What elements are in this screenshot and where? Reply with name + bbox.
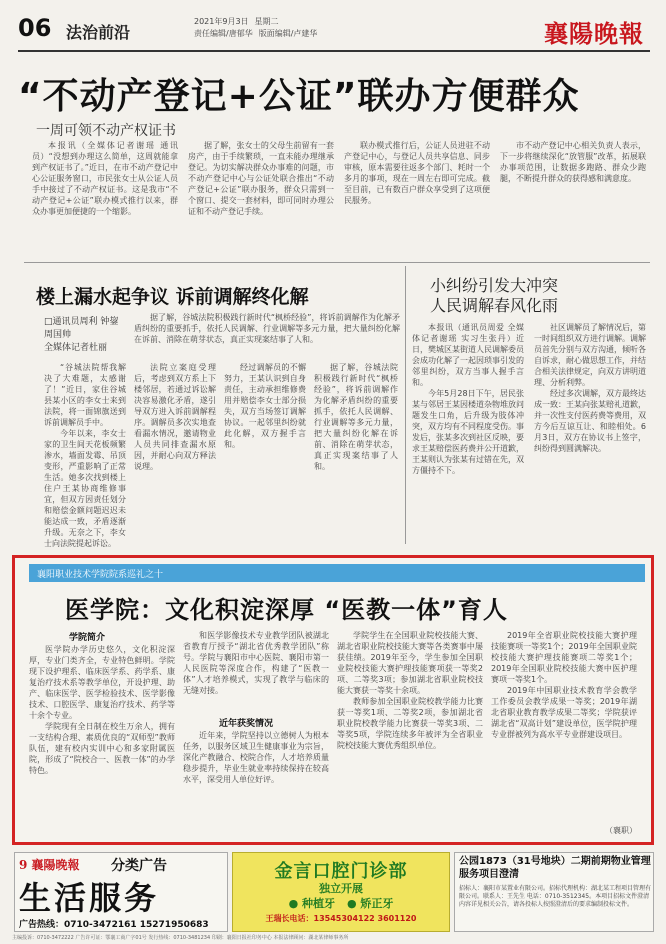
ad-newspaper-logo: 9 襄陽晚報: [19, 858, 80, 872]
article2-body-top: [134, 312, 400, 360]
feature-paragraph: 学院学生在全国职业院校技能大赛、湖北省职业院校技能大赛等各类赛事中屡获佳绩。2019年至今，学生参加全国职业院校技能大赛护理技能赛项获一等奖2项、二等奖3项；参加湖北省职业院校技能大赛获一等奖十余项。: [337, 631, 483, 695]
feature-headline: 医学院：文化积淀深厚 “医教一体”育人: [65, 596, 508, 624]
article2-col: [224, 362, 306, 542]
property-notice-title: 公园1873（31号地块）二期前期物业管理服务项目澄清: [459, 856, 651, 880]
article2-byline: □通讯员周利 钟鋆 周国帅 全媒体记者杜丽: [44, 317, 119, 353]
dental-feature-implant: ● 种植牙: [288, 897, 335, 910]
section-divider: [24, 262, 650, 263]
property-notice-ad: [454, 852, 654, 932]
editor-credit: 责任编辑/唐郁华: [194, 29, 253, 38]
article2-paragraph: 据了解，谷城法院积极践行新时代“枫桥经验”，将诉前调解作为化解矛盾纠纷的重要抓手，依托人民调解、行业调解等多元力量，把大量纠纷化解在诉前、消除在萌芽状态，真正实现案结事了人和。: [134, 313, 400, 344]
article3-col: [534, 322, 646, 544]
article2-col-top: [134, 312, 400, 360]
intro-heading: 学院简介: [69, 633, 106, 643]
feature-paragraph: 近年来，学院坚持以立德树人为根本任务，以服务区域卫生健康事业为宗旨，深化产教融合、校院合作，人才培养质量稳步提升，毕业生就业率持续保持在较高水平，深受用人单位好评。: [183, 731, 329, 784]
feature-banner: [29, 564, 645, 582]
article2-headline: 楼上漏水起争议 诉前调解终化解: [36, 286, 309, 308]
article2-paragraph: 据了解，谷城法院积极践行新时代“枫桥经验”，将诉前调解作为化解矛盾纠纷的重要抓手，依托人民调解、行业调解等多元力量，把大量纠纷化解在诉前、消除在萌芽状态，真正实现案结事了人和。: [314, 363, 398, 471]
ad-life-services-title: 生活服务: [19, 879, 160, 917]
dental-feature-ortho: ● 矫正牙: [347, 897, 394, 910]
feature-col: [29, 644, 175, 834]
issue-meta: [194, 16, 414, 40]
article3-headline: 小纠纷引发大冲突 人民调解春风化雨: [430, 276, 559, 315]
article1-col: [500, 140, 646, 255]
page-footer: 主编投诉：0710-3472222 广告许可证：鄂襄工商广字01号 发行热线：0710-3481234 印刷：襄阳日报社印务中心 本报法律顾问：湖北某律师事务所: [12, 935, 349, 941]
feature-col-b2: [183, 730, 329, 834]
feature-col-b: [183, 630, 329, 712]
article1-paragraph: 据了解，张女士的父母生前留有一套房产，由于手续繁琐，一直未能办理继承登记。为切实解决群众办事难的问题，市不动产登记中心与公证处联合推出“不动产登记+公证”联办服务，群众只需到一个窗口、提交一套材料，即可同时办理公证和不动产登记手续。: [188, 141, 334, 216]
article2-body: [44, 362, 400, 548]
feature-paragraph: 教师参加全国职业院校教学能力比赛获一等奖1项、二等奖2项，参加湖北省职业院校教学能力比赛获一等奖3项、二等奖5项，学院连续多年被评为全省职业院校技能大赛优秀组织单位。: [337, 697, 483, 750]
article2-col: [134, 362, 216, 542]
article2-paragraph: 经过调解员的不懈努力，王某认识到自身责任，主动承担维修费用并赔偿李女士部分损失，双方当场签订调解协议。一起邻里纠纷就此化解，双方握手言和。: [224, 363, 306, 449]
dental-ad-subtitle: 独立开展: [319, 882, 363, 895]
ads-strip: [14, 852, 654, 932]
college-feature-box: [12, 555, 654, 845]
feature-paragraph: 2019年中国职业技术教育学会教学工作委员会教学成果一等奖；2019年湖北省职业教育教学成果二等奖；学院获评湖北省“双高计划”建设单位，医学院护理专业群被列为高水平专业群建设项目。: [491, 686, 637, 739]
feature-col-a: [29, 644, 175, 834]
main-subheadline: 一周可领不动产权证书: [36, 123, 176, 139]
article2-col: [314, 362, 398, 542]
designer-credit: 版面编辑/卢建华: [258, 29, 318, 38]
dental-ad-title: 金言口腔门诊部: [274, 861, 408, 882]
page-header: [18, 10, 650, 52]
issue-date: 2021年9月3日: [194, 17, 249, 26]
feature-col: [491, 630, 637, 826]
article3-paragraph: 经过多次调解，双方最终达成一致：王某向张某赔礼道歉，并一次性支付医药费等费用，双方今后互谅互让、和睦相处。6月3日，双方在协议书上签字，纠纷得到圆满解决。: [534, 389, 646, 453]
article1-paragraph: 本报讯（全媒体记者谢瑶 通讯员）“没想到办理这么简单，这周就能拿到产权证书了。”近日，在市不动产登记中心公证服务窗口，市民张女士从公证人员手中接过了不动产权证书。这是我市“不动产登记+公证”联办模式推行以来，群众办事更加便捷的一个缩影。: [32, 141, 178, 216]
feature-col: [337, 630, 483, 834]
article3-body: [412, 322, 648, 544]
article1-body: [32, 140, 648, 255]
article1-col: [344, 140, 490, 255]
newspaper-logo: 襄陽晚報: [544, 19, 644, 48]
feature-paragraph: 学院现有全日制在校生万余人，拥有一支结构合理、素质优良的“双师型”教师队伍，建有校内实训中心和多家附属医院，形成了“院校合一、医教一体”的办学特色。: [29, 722, 175, 775]
main-headline: “不动产登记+公证”联办方便群众: [18, 76, 580, 117]
feature-banner-text: 襄阳职业技术学院院系巡礼之十: [37, 570, 164, 580]
page-number: 06: [18, 14, 52, 42]
feature-paragraph: 和医学影像技术专业教学团队被湖北省教育厅授予“湖北省优秀教学团队”称号。学院与襄阳市中心医院、襄阳市第一人民医院等深度合作，构建了“医教一体”人才培养模式，实现了教学与临床的无缝对接。: [183, 631, 329, 695]
article1-col: [188, 140, 334, 255]
article2-paragraph: “谷城法院帮我解决了大难题，太感谢了！”近日，家住谷城县某小区的李女士来到法院，将一面锦旗送到诉前调解员手中。: [44, 363, 126, 427]
article3-paragraph: 今年5月28日下午，居民张某与邻居王某因楼道杂物堆放问题发生口角，后升级为肢体冲突，双方均有不同程度受伤。事发后，张某多次到社区反映，要求王某赔偿医药费并公开道歉，王某则认为张某有过错在先，双方僵持不下。: [412, 389, 524, 475]
awards-heading: 近年获奖情况: [219, 719, 274, 729]
column-divider: [405, 266, 406, 544]
feature-col-d: [491, 630, 637, 826]
article2-col: [44, 362, 126, 548]
ad-category: 分类广告: [111, 858, 167, 874]
issue-weekday: 星期二: [254, 17, 279, 26]
article1-col: [32, 140, 178, 255]
article1-paragraph: 联办模式推行后，公证人员进驻不动产登记中心，与登记人员共享信息、同步审核，原本需要往返多个部门、耗时一个多月的事项，现在一周左右即可完成。截至目前，已有数百户群众享受到了这项便民服务。: [344, 141, 490, 205]
article3-paragraph: 本报讯（通讯员周爱 全媒体记者谢瑶 实习生张丹）近日，樊城区某街道人民调解委员会成功化解了一起因琐事引发的邻里纠纷，双方当事人握手言和。: [412, 323, 524, 387]
dental-ad-phone: 王瑞长电话：13545304122 3601120: [265, 914, 417, 923]
classified-ad: [14, 852, 228, 932]
section-title: 法治前沿: [66, 23, 131, 42]
dental-clinic-ad: [232, 852, 450, 932]
article3-col: [412, 322, 524, 544]
property-notice-body: 招标人：襄阳市某置业有限公司。招标代理机构：湖北某工程项目管理有限公司。联系人：王先生 电话：0710-3512345。本项目招标文件澄清内容详见相关公告，请各投标人按照澄清后的要求编制投标文件。: [459, 885, 652, 908]
feature-col-c: [337, 630, 483, 834]
feature-col: [183, 630, 329, 712]
dental-ad-features: [233, 895, 449, 911]
ad-hotline: 广告热线：0710-3472161 15271950683: [19, 920, 209, 930]
article3-paragraph: 社区调解员了解情况后，第一时间组织双方进行调解。调解员首先分别与双方沟通，倾听各自诉求，耐心做思想工作，并结合相关法律规定，向双方讲明道理、分析利弊。: [534, 323, 646, 387]
article2-paragraph: 法院立案庭受理后，考虑到双方系上下楼邻居，若通过诉讼解决容易激化矛盾，遂引导双方进入诉前调解程序。调解员多次实地查看漏水情况，邀请物业人员共同排查漏水原因，并耐心向双方释法说理。: [134, 363, 216, 471]
feature-end-mark: （襄职）: [605, 826, 637, 835]
feature-paragraph: 医学院办学历史悠久，文化积淀深厚，专业门类齐全，专业特色鲜明。学院现下设护理系、临床医学系、药学系、康复治疗技术系等教学单位，开设护理、助产、临床医学、医学检验技术、医学影像技术、口腔医学、康复治疗技术、药学等十余个专业。: [29, 645, 175, 720]
article1-paragraph: 市不动产登记中心相关负责人表示，下一步将继续深化“放管服”改革，拓展联办事项范围，让数据多跑路、群众少跑腿，不断提升群众的获得感和满意度。: [500, 141, 646, 183]
article2-paragraph: 今年以来，李女士家的卫生间天花板频繁渗水，墙面发霉、吊顶变形，严重影响了正常生活。她多次找到楼上住户王某协商维修事宜，但双方因责任划分和赔偿金额问题迟迟未能达成一致，矛盾逐渐升级。无奈之下，李女士向法院提起诉讼。: [44, 429, 126, 548]
feature-paragraph: 2019年全省职业院校技能大赛护理技能赛项一等奖1个；2019年全国职业院校技能大赛护理技能赛项二等奖1个；2019年全国职业院校技能大赛中医护理赛项一等奖1个。: [491, 631, 637, 684]
feature-col: [183, 730, 329, 834]
